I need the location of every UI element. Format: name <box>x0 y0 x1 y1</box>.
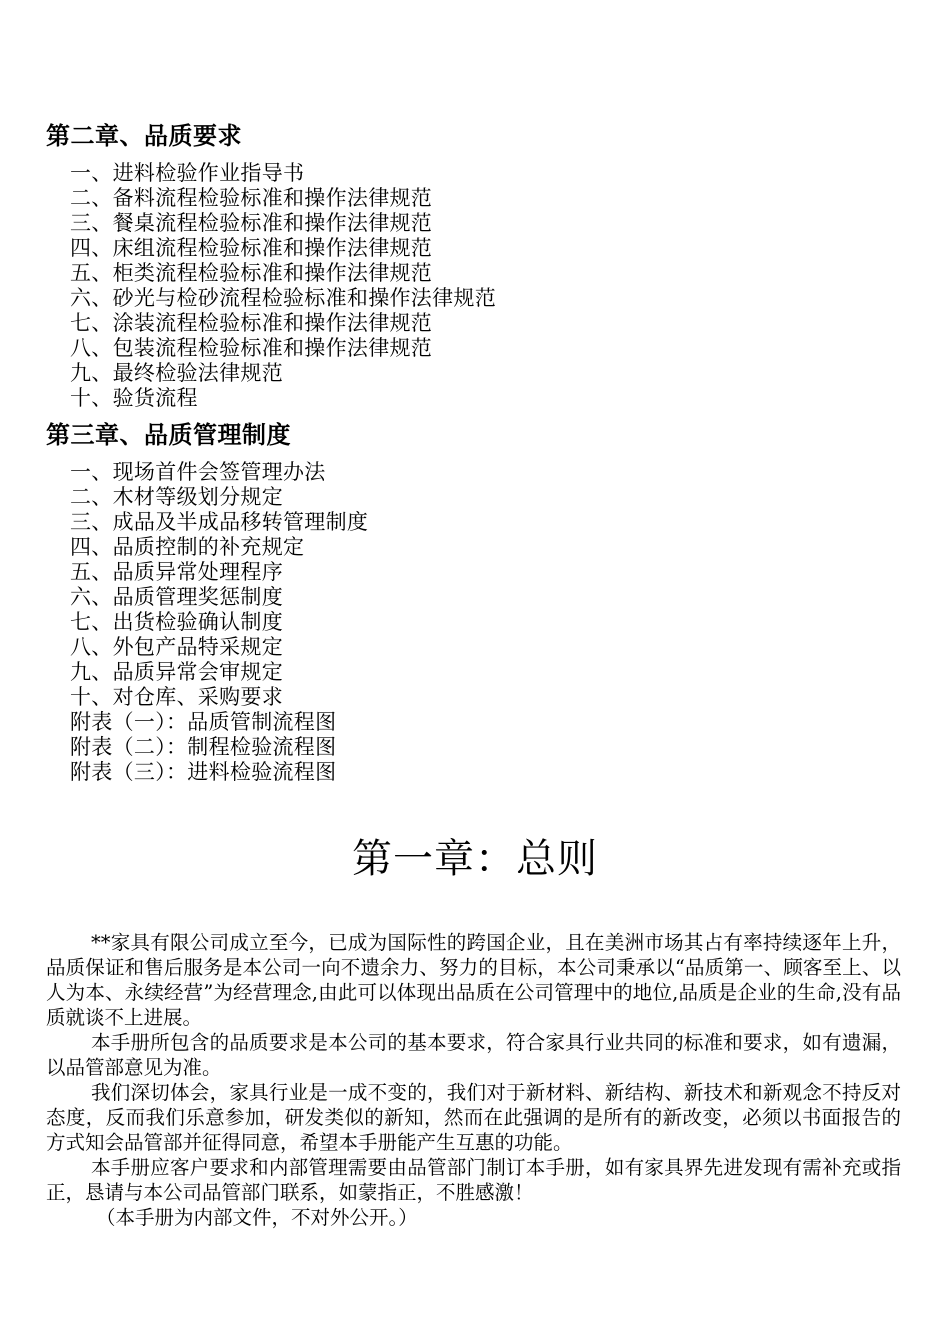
chapter-3-heading: 第三章、品质管理制度 <box>46 421 291 449</box>
toc-item: 三、成品及半成品移转管理制度 <box>70 510 369 534</box>
toc-item: 二、木材等级划分规定 <box>70 485 283 509</box>
toc-item: 一、进料检验作业指导书 <box>70 161 305 185</box>
toc-item: 五、品质异常处理程序 <box>70 560 283 584</box>
toc-item: 六、品质管理奖惩制度 <box>70 585 283 609</box>
toc-item: 十、验货流程 <box>70 386 198 410</box>
toc-item: 八、外包产品特采规定 <box>70 635 283 659</box>
body-paragraph: 本手册应客户要求和内部管理需要由品管部门制订本手册，如有家具界先进发现有需补充或指正，恳请与本公司品管部门联系，如蒙指正，不胜感激！ <box>46 1156 901 1204</box>
appendix-item: 附表（二）：制程检验流程图 <box>70 735 337 759</box>
toc-item: 四、品质控制的补充规定 <box>70 535 305 559</box>
body-paragraph: **家具有限公司成立至今，已成为国际性的跨国企业，且在美洲市场其占有率持续逐年上升，品质保证和售后服务是本公司一向不遗余力、努力的目标，本公司秉承以“品质第一、顾客至上、以人为本、永续经营”为经营理念,由此可以体现出品质在公司管理中的地位,品质是企业的生命,没有品质就谈不上进展。 <box>46 931 901 1029</box>
toc-item: 一、现场首件会签管理办法 <box>70 460 326 484</box>
toc-item: 七、涂装流程检验标准和操作法律规范 <box>70 311 433 335</box>
toc-item: 六、砂光与检砂流程检验标准和操作法律规范 <box>70 286 496 310</box>
body-paragraph: 我们深切体会，家具行业是一成不变的，我们对于新材料、新结构、新技术和新观念不持反对态度，反而我们乐意参加，研发类似的新知，然而在此强调的是所有的新改变，必须以书面报告的方式知会品管部并征得同意，希望本手册能产生互惠的功能。 <box>46 1081 901 1154</box>
toc-item: 二、备料流程检验标准和操作法律规范 <box>70 186 433 210</box>
chapter-1-body <box>46 930 901 1230</box>
toc-item: 八、包装流程检验标准和操作法律规范 <box>70 336 433 360</box>
chapter-1-title: 第一章：总则 <box>352 836 598 882</box>
body-paragraph: 本手册所包含的品质要求是本公司的基本要求，符合家具行业共同的标准和要求，如有遗漏，以品管部意见为准。 <box>46 1031 901 1079</box>
toc-item: 九、最终检验法律规范 <box>70 361 283 385</box>
appendix-item: 附表（三）：进料检验流程图 <box>70 760 337 784</box>
chapter-2-heading: 第二章、品质要求 <box>46 122 242 150</box>
toc-item: 四、床组流程检验标准和操作法律规范 <box>70 236 433 260</box>
toc-item: 七、出货检验确认制度 <box>70 610 283 634</box>
toc-item: 五、柜类流程检验标准和操作法律规范 <box>70 261 433 285</box>
chapter-3-toc <box>70 460 368 785</box>
chapter-2-toc <box>70 161 496 411</box>
toc-item: 三、餐桌流程检验标准和操作法律规范 <box>70 211 433 235</box>
internal-document-note: （本手册为内部文件，不对外公开。） <box>96 1206 418 1229</box>
appendix-item: 附表（一）：品质管制流程图 <box>70 710 337 734</box>
toc-item: 十、对仓库、采购要求 <box>70 685 283 709</box>
toc-item: 九、品质异常会审规定 <box>70 660 283 684</box>
